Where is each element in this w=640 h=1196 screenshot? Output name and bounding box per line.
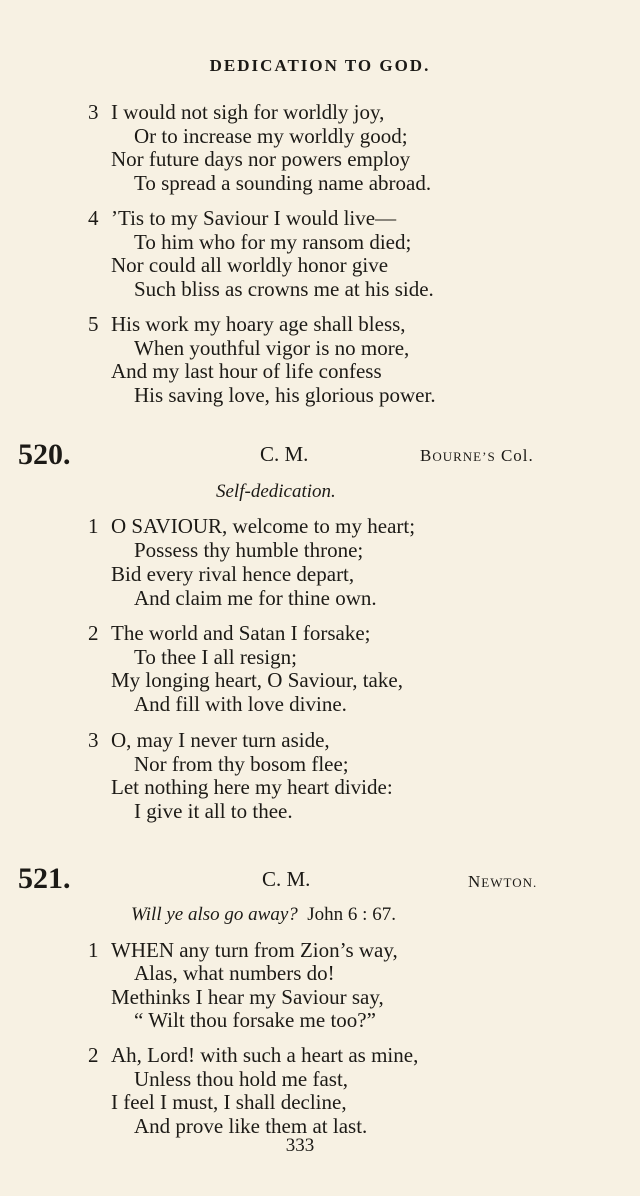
hymn-subtitle: Self-dedication. xyxy=(216,481,336,502)
hymn-meter: C. M. xyxy=(262,867,311,891)
stanza-number: 2 xyxy=(88,621,99,645)
source-initial: B xyxy=(420,446,433,465)
verse-line: To spread a sounding name abroad. xyxy=(134,171,432,195)
verse-line: O SAVIOUR, welcome to my heart; xyxy=(111,514,416,538)
verse-line: His saving love, his glorious power. xyxy=(134,383,436,407)
source-tail: Col. xyxy=(500,446,534,465)
hymn-number: 520. xyxy=(18,438,71,471)
stanza-number: 2 xyxy=(88,1043,99,1067)
hymn-meter: C. M. xyxy=(260,442,309,466)
verse-line: When youthful vigor is no more, xyxy=(134,336,410,360)
stanza-number: 3 xyxy=(88,728,99,752)
hymn-number: 521. xyxy=(18,862,71,895)
verse-line: Let nothing here my heart divide: xyxy=(111,775,393,799)
hymn-subtitle xyxy=(131,903,396,927)
verse-line: Such bliss as crowns me at his side. xyxy=(134,277,434,301)
source-rest: EWTON. xyxy=(481,875,538,890)
stanza-number: 1 xyxy=(88,938,99,962)
verse-line: And prove like them at last. xyxy=(134,1114,368,1138)
hymn-source xyxy=(468,869,537,896)
verse-line: Ah, Lord! with such a heart as mine, xyxy=(111,1043,419,1067)
subtitle-question: Will ye also go away? xyxy=(131,904,298,925)
page-number: 333 xyxy=(285,1135,315,1156)
verse-line: Unless thou hold me fast, xyxy=(134,1067,349,1091)
verse-line: To him who for my ransom died; xyxy=(134,230,412,254)
source-initial: N xyxy=(468,872,482,891)
verse-line: WHEN any turn from Zion’s way, xyxy=(111,938,398,962)
running-head: DEDICATION TO GOD. xyxy=(209,56,431,75)
verse-line: The world and Satan I forsake; xyxy=(111,621,371,645)
verse-line: His work my hoary age shall bless, xyxy=(111,312,406,336)
verse-line: I would not sigh for worldly joy, xyxy=(111,100,385,124)
verse-line: And fill with love divine. xyxy=(134,692,347,716)
verse-line: And claim me for thine own. xyxy=(134,586,377,610)
source-rest: OURNE’S xyxy=(432,449,496,464)
verse-line: Or to increase my worldly good; xyxy=(134,124,408,148)
stanza-number: 4 xyxy=(88,206,99,230)
verse-line: I give it all to thee. xyxy=(134,799,293,823)
stanza-number: 5 xyxy=(88,312,99,336)
verse-line: My longing heart, O Saviour, take, xyxy=(111,668,403,692)
verse-line: Nor could all worldly honor give xyxy=(111,253,389,277)
verse-line: Nor future days nor powers employ xyxy=(111,147,411,171)
verse-line: O, may I never turn aside, xyxy=(111,728,330,752)
stanza-number: 3 xyxy=(88,100,99,124)
verse-line: To thee I all resign; xyxy=(134,645,297,669)
verse-line: Methinks I hear my Saviour say, xyxy=(111,985,384,1009)
verse-line: Nor from thy bosom flee; xyxy=(134,752,349,776)
verse-line: Bid every rival hence depart, xyxy=(111,562,355,586)
verse-line: Possess thy humble throne; xyxy=(134,538,364,562)
verse-line: And my last hour of life confess xyxy=(111,359,382,383)
stanza-number: 1 xyxy=(88,514,99,538)
verse-line: Alas, what numbers do! xyxy=(134,961,335,985)
verse-line: “ Wilt thou forsake me too?” xyxy=(134,1008,376,1032)
verse-line: ’Tis to my Saviour I would live— xyxy=(111,206,397,230)
verse-line: I feel I must, I shall decline, xyxy=(111,1090,347,1114)
hymn-source xyxy=(420,443,534,470)
scripture-reference: John 6 : 67. xyxy=(307,904,396,925)
